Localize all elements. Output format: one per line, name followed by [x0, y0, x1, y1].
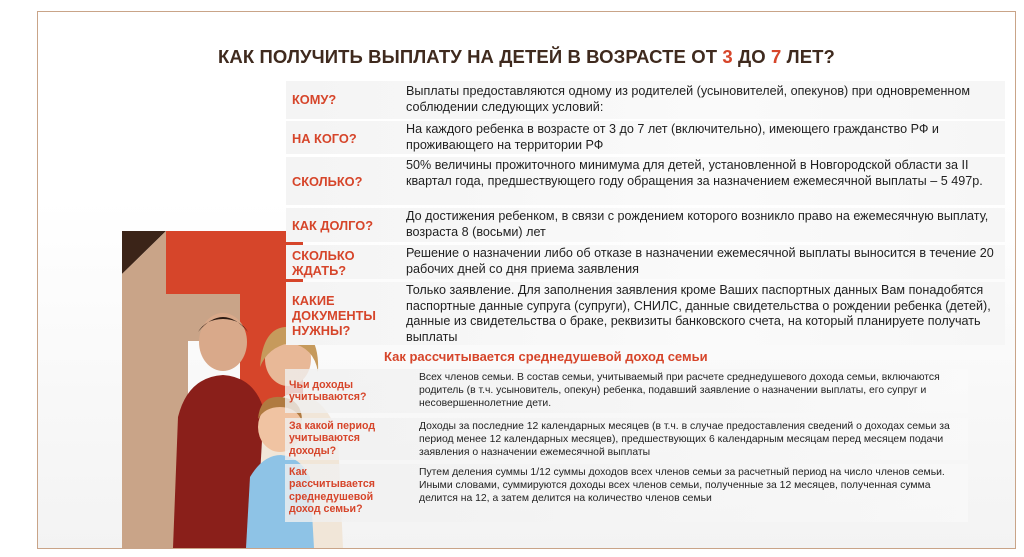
title-part-3: ЛЕТ? [781, 46, 835, 67]
income-row-period [285, 418, 968, 460]
title-age-from: 3 [722, 46, 733, 67]
row-label: КАК ДОЛГО? [292, 218, 374, 233]
row-text: Выплаты предоставляются одному из родителей (усыновителей, опекунов) при одновременном соблюдении следующих условий: [406, 84, 971, 114]
infographic-frame [37, 11, 1016, 549]
row-label: КОМУ? [292, 92, 337, 107]
title-part-2: ДО [732, 46, 771, 67]
row-label: За какой период учитываются доходы? [289, 420, 376, 457]
row-text: До достижения ребенком, в связи с рождением которого возникло право на ежемесячную выплату, возраста 8 (восьми) лет [406, 209, 989, 239]
row-documents [286, 282, 1005, 345]
row-label: СКОЛЬКО? [292, 174, 363, 189]
row-wait-time [286, 245, 1005, 279]
row-text: Решение о назначении либо об отказе в назначении ежемесячной выплаты выносится в течение 20 рабочих дней со дня приема заявления [406, 246, 994, 276]
row-text: 50% величины прожиточного минимума для детей, установленной в Новгородской области за II квартал года, предшествующего году обращения за назначением ежемесячной выплаты – 5 497р. [406, 158, 983, 188]
row-label: Чьи доходы учитываются? [289, 379, 367, 404]
title-age-to: 7 [771, 46, 782, 67]
row-label: НА КОГО? [292, 131, 357, 146]
row-text: Путем деления суммы 1/12 суммы доходов всех членов семьи за расчетный период на число членов семьи. Иными словами, суммируются доходы всех членов семьи, полученные за 12 месяцев, полученная сумма делится на 12, а затем делится на количество членов семьи [419, 467, 945, 504]
row-for-whom [286, 121, 1005, 154]
income-row-whose [285, 369, 968, 413]
income-row-calculation [285, 464, 968, 522]
row-text: Только заявление. Для заполнения заявления кроме Ваших паспортных данных Вам понадобятся паспортные данные супруга (супруги), СНИЛС, данные свидетельства о рождении ребенка (детей), данные из свидетельства о браке, реквизиты банковского счета, на который планируете получать выплаты [406, 283, 991, 344]
row-how-long [286, 208, 1005, 242]
row-text: На каждого ребенка в возрасте от 3 до 7 лет (включительно), имеющего гражданство РФ и проживающего на территории РФ [406, 122, 939, 152]
row-text: Всех членов семьи. В состав семьи, учитываемый при расчете среднедушевого дохода семьи, включаются родитель (в т.ч. усыновитель, опекун) ребенка, подавший заявление о назначении выплаты, его супруг и несовершеннолетние дети. [419, 372, 940, 409]
title-part-1: КАК ПОЛУЧИТЬ ВЫПЛАТУ НА ДЕТЕЙ В ВОЗРАСТЕ ОТ [218, 46, 723, 67]
row-text: Доходы за последние 12 календарных месяцев (в т.ч. в случае предоставления сведений о доходах семьи за период менее 12 календарных месяцев), предшествующих 6 календарным месяцам перед месяцем подачи заявления о назначении ежемесячной выплаты [419, 421, 950, 458]
section-title: Как рассчитывается среднедушевой доход семьи [384, 349, 708, 364]
row-who [286, 81, 1005, 119]
row-label: КАКИЕ ДОКУМЕНТЫ НУЖНЫ? [292, 293, 376, 338]
row-label: СКОЛЬКО ЖДАТЬ? [292, 248, 355, 278]
row-label: Как рассчитывается среднедушевой доход семьи? [289, 466, 375, 516]
page-title [38, 46, 1015, 68]
row-how-much [286, 157, 1005, 205]
